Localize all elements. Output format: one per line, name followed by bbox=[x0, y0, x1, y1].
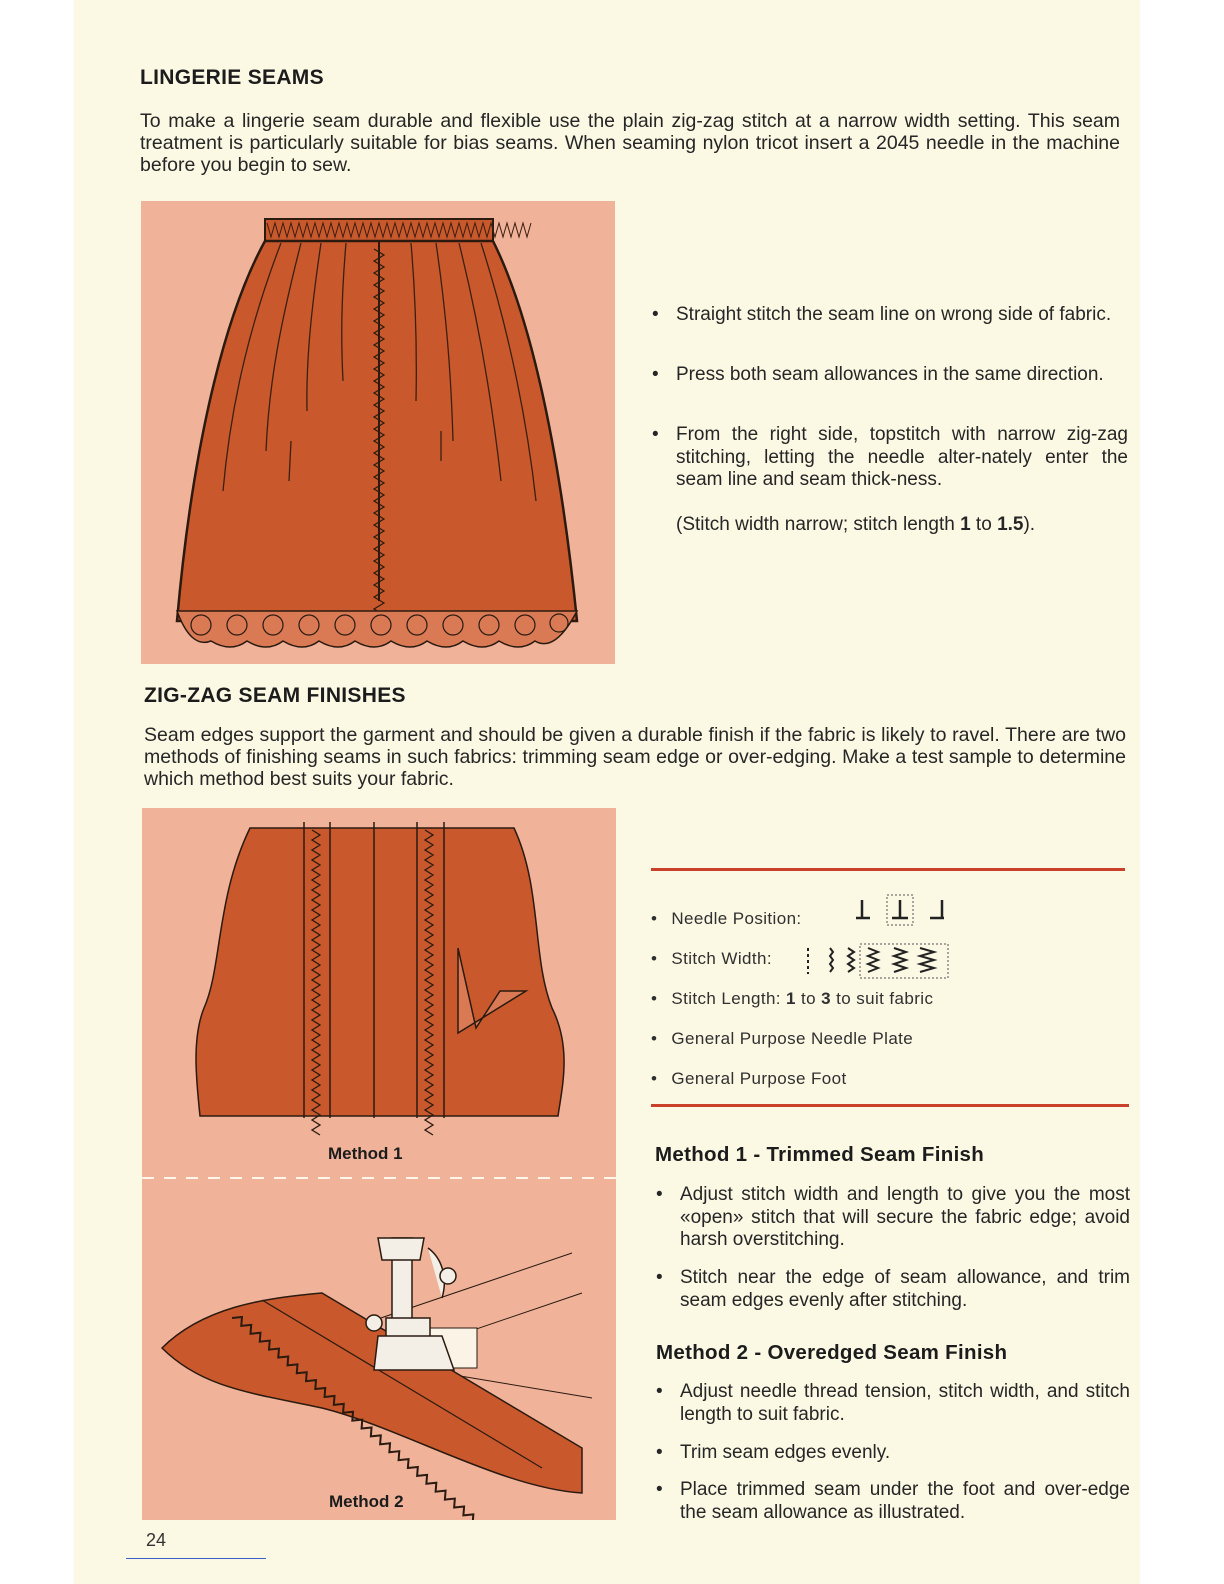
method-1-caption: Method 1 bbox=[328, 1144, 403, 1163]
slip-illustration bbox=[141, 201, 615, 664]
lingerie-bullet-3: • From the right side, topstitch with narrow zig-zag stitching, letting the needle alter-nately enter the seam line and seam thick-ness. bbox=[652, 424, 1128, 490]
method-2-bullet-3: • Place trimmed seam under the foot and over-edge the seam allowance as illustrated. bbox=[656, 1479, 1130, 1523]
lingerie-seams-heading: LINGERIE SEAMS bbox=[140, 66, 324, 89]
lingerie-bullet-1: • Straight stitch the seam line on wrong side of fabric. bbox=[652, 304, 1112, 325]
method-drawings bbox=[142, 808, 616, 1520]
manual-page bbox=[74, 0, 1140, 1584]
lingerie-bullet-2: • Press both seam allowances in the same direction. bbox=[652, 364, 1104, 385]
method-2-caption: Method 2 bbox=[329, 1492, 404, 1511]
stitch-width-setting: • Stitch Width: bbox=[651, 949, 772, 968]
page-underline bbox=[126, 1558, 266, 1559]
zigzag-heading: ZIG-ZAG SEAM FINISHES bbox=[144, 684, 406, 707]
settings-bottom-rule bbox=[651, 1104, 1129, 1107]
needle-position-icons bbox=[854, 892, 954, 928]
zigzag-intro: Seam edges support the garment and should be given a durable finish if the fabric is likely to ravel. There are two methods of finishing seams in such fabrics: trimming seam edge or over-edging. Make a test sample to determine which method best suits your fabric. bbox=[144, 724, 1126, 790]
stitch-width-icons bbox=[800, 940, 952, 982]
lingerie-intro: To make a lingerie seam durable and flexible use the plain zig-zag stitch at a narrow width setting. This seam treatment is particularly suitable for bias seams. When seaming nylon tricot insert a 2045 needle in the machine before you begin to sew. bbox=[140, 110, 1120, 176]
method-1-bullet-1: • Adjust stitch width and length to give you the most «open» stitch that will secure the fabric edge; avoid harsh overstitching. bbox=[656, 1184, 1130, 1250]
method-illustrations bbox=[142, 808, 616, 1520]
needle-plate-setting: • General Purpose Needle Plate bbox=[651, 1029, 914, 1048]
method-2-bullet-2: • Trim seam edges evenly. bbox=[656, 1442, 891, 1463]
lingerie-stitch-note: (Stitch width narrow; stitch length 1 to 1.5). bbox=[676, 514, 1036, 535]
settings-top-rule bbox=[651, 868, 1125, 871]
method-1-bullet-2: • Stitch near the edge of seam allowance, and trim seam edges evenly after stitching. bbox=[656, 1267, 1130, 1311]
presser-foot-setting: • General Purpose Foot bbox=[651, 1069, 847, 1088]
needle-position-setting: • Needle Position: bbox=[651, 909, 802, 928]
page-number: 24 bbox=[146, 1530, 167, 1550]
slip-drawing bbox=[141, 201, 615, 664]
stitch-length-setting: • Stitch Length: 1 to 3 to suit fabric bbox=[651, 989, 934, 1008]
method-1-heading: Method 1 - Trimmed Seam Finish bbox=[655, 1143, 985, 1166]
method-2-bullet-1: • Adjust needle thread tension, stitch width, and stitch length to suit fabric. bbox=[656, 1381, 1130, 1425]
method-2-heading: Method 2 - Overedged Seam Finish bbox=[656, 1341, 1008, 1364]
